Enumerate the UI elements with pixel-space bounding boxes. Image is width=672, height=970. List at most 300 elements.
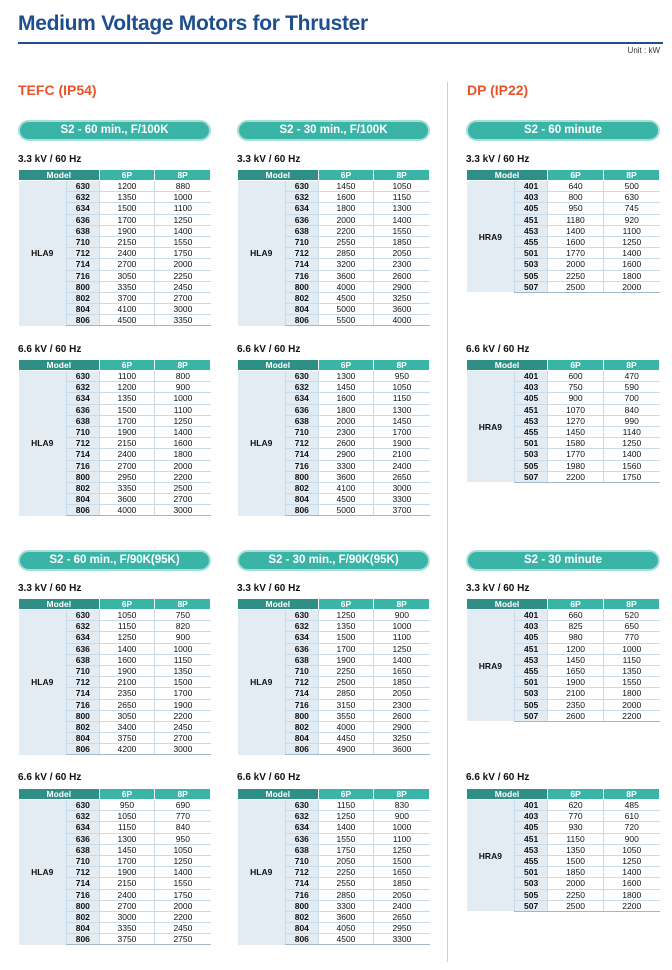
model-code: 802 [286, 482, 319, 493]
model-code: 638 [67, 225, 100, 236]
output-6p: 1400 [318, 822, 374, 833]
model-code: 403 [515, 621, 548, 632]
output-6p: 2350 [99, 688, 155, 699]
output-8p: 2650 [374, 911, 430, 922]
output-6p: 5000 [318, 505, 374, 516]
model-code: 636 [286, 643, 319, 654]
model-code: 505 [515, 889, 548, 900]
output-6p: 1250 [99, 632, 155, 643]
model-code: 403 [515, 192, 548, 203]
output-8p: 2200 [604, 900, 660, 911]
output-8p: 1400 [155, 867, 211, 878]
frame-label: HLA9 [19, 610, 67, 755]
output-6p: 4100 [318, 482, 374, 493]
section-heading-tefc: TEFC (IP54) [18, 82, 97, 98]
output-8p: 630 [604, 192, 660, 203]
model-code: 630 [67, 371, 100, 382]
table-row [467, 371, 660, 382]
output-8p: 720 [604, 822, 660, 833]
model-code: 453 [515, 654, 548, 665]
model-header: Model [238, 599, 319, 610]
8p-header: 8P [374, 170, 430, 181]
output-8p: 1850 [374, 236, 430, 247]
output-6p: 4500 [318, 292, 374, 303]
output-6p: 2350 [548, 699, 604, 710]
output-6p: 1500 [318, 632, 374, 643]
output-6p: 4200 [99, 744, 155, 755]
output-6p: 1770 [548, 248, 604, 259]
output-6p: 3750 [99, 733, 155, 744]
output-8p: 2650 [374, 471, 430, 482]
table-row [238, 610, 430, 621]
model-code: 714 [67, 259, 100, 270]
model-code: 714 [286, 449, 319, 460]
output-8p: 950 [155, 833, 211, 844]
model-code: 804 [67, 494, 100, 505]
output-6p: 1450 [318, 181, 374, 192]
table-row [19, 610, 211, 621]
model-code: 451 [515, 643, 548, 654]
output-8p: 1050 [374, 181, 430, 192]
model-code: 455 [515, 236, 548, 247]
model-code: 630 [286, 181, 319, 192]
table-row [238, 181, 430, 192]
output-8p: 1250 [604, 855, 660, 866]
output-6p: 3050 [99, 270, 155, 281]
output-8p: 990 [604, 415, 660, 426]
model-code: 507 [515, 900, 548, 911]
output-8p: 2000 [155, 460, 211, 471]
output-8p: 1850 [374, 677, 430, 688]
output-8p: 2200 [604, 710, 660, 721]
output-8p: 1400 [604, 867, 660, 878]
output-6p: 1150 [99, 621, 155, 632]
page-title: Medium Voltage Motors for Thruster [18, 12, 368, 35]
output-6p: 1850 [548, 867, 604, 878]
model-code: 636 [67, 833, 100, 844]
output-8p: 900 [374, 811, 430, 822]
output-6p: 1750 [318, 844, 374, 855]
model-code: 712 [286, 867, 319, 878]
output-8p: 1050 [604, 844, 660, 855]
output-6p: 2600 [318, 438, 374, 449]
model-code: 800 [67, 900, 100, 911]
output-6p: 3400 [99, 721, 155, 732]
unit-note: Unit : kW [627, 46, 660, 55]
output-8p: 2000 [155, 900, 211, 911]
output-6p: 4000 [318, 281, 374, 292]
output-6p: 2850 [318, 248, 374, 259]
output-8p: 1000 [155, 643, 211, 654]
model-code: 636 [286, 833, 319, 844]
model-code: 403 [515, 811, 548, 822]
output-6p: 1900 [99, 426, 155, 437]
output-8p: 2000 [604, 699, 660, 710]
output-8p: 1100 [374, 833, 430, 844]
model-code: 453 [515, 844, 548, 855]
output-6p: 2500 [318, 677, 374, 688]
model-code: 634 [286, 203, 319, 214]
output-8p: 3250 [374, 733, 430, 744]
output-6p: 1800 [318, 404, 374, 415]
duty-pill: S2 - 30 minute [466, 550, 660, 571]
model-code: 710 [286, 426, 319, 437]
output-6p: 1300 [318, 371, 374, 382]
model-code: 802 [67, 721, 100, 732]
model-code: 501 [515, 867, 548, 878]
frame-label: HRA9 [467, 371, 515, 483]
output-8p: 485 [604, 800, 660, 811]
8p-header: 8P [155, 599, 211, 610]
model-code: 712 [67, 248, 100, 259]
output-6p: 1350 [99, 192, 155, 203]
output-6p: 2000 [318, 415, 374, 426]
output-6p: 3200 [318, 259, 374, 270]
model-code: 716 [67, 889, 100, 900]
output-6p: 4000 [318, 721, 374, 732]
output-8p: 840 [604, 404, 660, 415]
output-8p: 1400 [155, 426, 211, 437]
output-6p: 1300 [99, 833, 155, 844]
output-8p: 2400 [374, 460, 430, 471]
voltage-label: 6.6 kV / 60 Hz [18, 772, 82, 783]
output-8p: 1650 [374, 867, 430, 878]
model-code: 800 [286, 281, 319, 292]
output-6p: 3700 [99, 292, 155, 303]
output-8p: 2600 [374, 270, 430, 281]
output-8p: 1500 [374, 855, 430, 866]
output-8p: 2450 [155, 721, 211, 732]
output-8p: 1550 [374, 225, 430, 236]
model-code: 632 [67, 382, 100, 393]
voltage-label: 6.6 kV / 60 Hz [466, 344, 530, 355]
output-6p: 1900 [99, 665, 155, 676]
output-6p: 3150 [318, 699, 374, 710]
model-code: 634 [67, 632, 100, 643]
model-code: 636 [67, 404, 100, 415]
output-8p: 1450 [374, 415, 430, 426]
output-8p: 900 [155, 382, 211, 393]
model-code: 632 [67, 621, 100, 632]
output-6p: 2400 [99, 248, 155, 259]
output-6p: 1550 [318, 833, 374, 844]
output-8p: 2700 [155, 733, 211, 744]
model-header: Model [467, 599, 548, 610]
output-6p: 1050 [99, 610, 155, 621]
rating-table [466, 359, 660, 483]
rating-table [18, 788, 211, 945]
model-code: 507 [515, 281, 548, 292]
6p-header: 6P [318, 170, 374, 181]
output-8p: 1000 [604, 643, 660, 654]
output-6p: 1980 [548, 460, 604, 471]
model-code: 451 [515, 404, 548, 415]
output-8p: 1700 [374, 426, 430, 437]
output-6p: 2250 [548, 889, 604, 900]
frame-label: HLA9 [19, 371, 67, 516]
model-code: 806 [67, 505, 100, 516]
model-code: 800 [67, 710, 100, 721]
model-code: 455 [515, 855, 548, 866]
output-8p: 1150 [374, 192, 430, 203]
voltage-label: 3.3 kV / 60 Hz [237, 583, 301, 594]
model-code: 800 [67, 281, 100, 292]
output-8p: 1900 [155, 699, 211, 710]
model-header: Model [238, 789, 319, 800]
model-code: 505 [515, 460, 548, 471]
frame-label: HLA9 [238, 181, 286, 326]
model-header: Model [238, 360, 319, 371]
output-6p: 1270 [548, 415, 604, 426]
model-code: 714 [67, 878, 100, 889]
output-6p: 1200 [99, 382, 155, 393]
output-8p: 2100 [374, 449, 430, 460]
model-code: 710 [67, 855, 100, 866]
output-8p: 1100 [604, 225, 660, 236]
model-code: 712 [286, 677, 319, 688]
model-code: 634 [67, 203, 100, 214]
table-row [19, 181, 211, 192]
output-8p: 2050 [374, 248, 430, 259]
output-8p: 770 [604, 632, 660, 643]
duty-pill: S2 - 60 min., F/90K(95K) [18, 550, 211, 571]
output-8p: 1800 [604, 688, 660, 699]
title-divider [18, 42, 663, 44]
output-8p: 750 [155, 610, 211, 621]
rating-table [466, 788, 660, 912]
output-6p: 2200 [548, 471, 604, 482]
model-code: 636 [67, 643, 100, 654]
model-code: 632 [286, 621, 319, 632]
8p-header: 8P [604, 789, 660, 800]
output-6p: 1150 [99, 822, 155, 833]
section-heading-dp: DP (IP22) [467, 82, 529, 98]
model-code: 800 [286, 900, 319, 911]
model-code: 632 [286, 192, 319, 203]
output-6p: 2500 [548, 281, 604, 292]
output-6p: 4500 [318, 934, 374, 945]
output-6p: 5000 [318, 304, 374, 315]
output-8p: 1250 [155, 214, 211, 225]
output-8p: 1560 [604, 460, 660, 471]
output-6p: 4500 [99, 315, 155, 326]
model-code: 630 [286, 800, 319, 811]
output-6p: 3350 [99, 923, 155, 934]
output-8p: 1550 [604, 677, 660, 688]
output-6p: 950 [548, 203, 604, 214]
8p-header: 8P [155, 170, 211, 181]
frame-label: HRA9 [467, 181, 515, 293]
model-code: 800 [286, 710, 319, 721]
model-code: 630 [67, 800, 100, 811]
output-6p: 1450 [548, 426, 604, 437]
model-header: Model [19, 170, 100, 181]
output-6p: 2000 [548, 259, 604, 270]
output-6p: 2400 [99, 889, 155, 900]
8p-header: 8P [374, 789, 430, 800]
output-8p: 500 [604, 181, 660, 192]
6p-header: 6P [548, 170, 604, 181]
8p-header: 8P [374, 599, 430, 610]
output-8p: 1550 [155, 878, 211, 889]
output-8p: 2000 [604, 281, 660, 292]
model-code: 802 [286, 292, 319, 303]
model-code: 714 [286, 259, 319, 270]
output-8p: 1750 [155, 248, 211, 259]
6p-header: 6P [318, 599, 374, 610]
voltage-label: 3.3 kV / 60 Hz [18, 583, 82, 594]
model-code: 630 [286, 610, 319, 621]
model-code: 401 [515, 181, 548, 192]
output-6p: 800 [548, 192, 604, 203]
model-code: 710 [67, 236, 100, 247]
output-8p: 3600 [374, 744, 430, 755]
output-8p: 1250 [155, 855, 211, 866]
model-code: 638 [286, 654, 319, 665]
output-8p: 2200 [155, 911, 211, 922]
model-code: 712 [286, 438, 319, 449]
output-8p: 1250 [155, 415, 211, 426]
frame-label: HLA9 [19, 181, 67, 326]
model-code: 712 [67, 677, 100, 688]
output-8p: 1550 [155, 236, 211, 247]
model-code: 804 [286, 494, 319, 505]
output-8p: 1400 [604, 449, 660, 460]
model-code: 806 [286, 744, 319, 755]
model-code: 503 [515, 449, 548, 460]
output-6p: 2200 [318, 225, 374, 236]
output-8p: 1000 [155, 192, 211, 203]
output-8p: 3000 [155, 304, 211, 315]
model-code: 638 [67, 415, 100, 426]
output-6p: 1150 [548, 833, 604, 844]
output-8p: 700 [604, 393, 660, 404]
6p-header: 6P [548, 789, 604, 800]
output-6p: 1500 [548, 855, 604, 866]
model-code: 806 [67, 315, 100, 326]
output-8p: 1500 [155, 677, 211, 688]
model-code: 804 [286, 923, 319, 934]
6p-header: 6P [548, 599, 604, 610]
6p-header: 6P [318, 360, 374, 371]
output-8p: 1100 [155, 404, 211, 415]
model-code: 507 [515, 471, 548, 482]
output-8p: 1700 [155, 688, 211, 699]
model-code: 804 [67, 304, 100, 315]
model-code: 712 [286, 248, 319, 259]
output-8p: 2750 [155, 934, 211, 945]
8p-header: 8P [604, 360, 660, 371]
table-row [467, 181, 660, 192]
output-8p: 2700 [155, 292, 211, 303]
rating-table [237, 788, 430, 945]
output-6p: 2250 [318, 665, 374, 676]
output-6p: 1900 [99, 225, 155, 236]
table-row [19, 371, 211, 382]
voltage-label: 6.6 kV / 60 Hz [18, 344, 82, 355]
model-header: Model [19, 360, 100, 371]
output-8p: 2250 [155, 270, 211, 281]
frame-label: HRA9 [467, 610, 515, 722]
model-code: 800 [67, 471, 100, 482]
frame-label: HLA9 [238, 610, 286, 755]
rating-table [18, 598, 211, 755]
model-code: 710 [286, 236, 319, 247]
output-8p: 2450 [155, 923, 211, 934]
model-code: 630 [286, 371, 319, 382]
output-6p: 2150 [99, 878, 155, 889]
output-6p: 2650 [99, 699, 155, 710]
output-8p: 3000 [374, 482, 430, 493]
output-8p: 1050 [155, 844, 211, 855]
output-8p: 1000 [374, 621, 430, 632]
model-code: 455 [515, 426, 548, 437]
8p-header: 8P [604, 170, 660, 181]
output-6p: 1070 [548, 404, 604, 415]
output-6p: 1500 [99, 404, 155, 415]
model-code: 636 [286, 214, 319, 225]
output-6p: 1650 [548, 665, 604, 676]
voltage-label: 6.6 kV / 60 Hz [237, 772, 301, 783]
output-6p: 3550 [318, 710, 374, 721]
model-header: Model [19, 789, 100, 800]
output-8p: 2000 [155, 259, 211, 270]
output-8p: 1600 [604, 259, 660, 270]
output-8p: 1300 [374, 404, 430, 415]
output-6p: 1700 [99, 415, 155, 426]
output-6p: 2000 [318, 214, 374, 225]
model-code: 804 [67, 733, 100, 744]
output-6p: 3600 [318, 270, 374, 281]
model-code: 453 [515, 225, 548, 236]
output-8p: 2450 [155, 281, 211, 292]
output-6p: 1450 [548, 654, 604, 665]
output-6p: 1600 [99, 654, 155, 665]
model-code: 712 [67, 867, 100, 878]
6p-header: 6P [99, 360, 155, 371]
output-6p: 2500 [548, 900, 604, 911]
output-6p: 2550 [318, 878, 374, 889]
table-row [19, 800, 211, 811]
output-8p: 470 [604, 371, 660, 382]
model-code: 804 [286, 304, 319, 315]
output-8p: 1150 [374, 393, 430, 404]
model-code: 716 [286, 889, 319, 900]
model-code: 806 [67, 744, 100, 755]
model-code: 802 [67, 482, 100, 493]
output-6p: 950 [99, 800, 155, 811]
output-6p: 1900 [548, 677, 604, 688]
output-6p: 2900 [318, 449, 374, 460]
model-code: 451 [515, 833, 548, 844]
output-8p: 2300 [374, 699, 430, 710]
output-6p: 3300 [318, 900, 374, 911]
output-8p: 1300 [374, 203, 430, 214]
output-8p: 1350 [604, 665, 660, 676]
output-6p: 4500 [318, 494, 374, 505]
model-code: 716 [67, 699, 100, 710]
model-code: 405 [515, 822, 548, 833]
output-6p: 770 [548, 811, 604, 822]
output-8p: 3000 [155, 744, 211, 755]
output-8p: 2400 [374, 900, 430, 911]
model-code: 501 [515, 438, 548, 449]
output-8p: 1650 [374, 665, 430, 676]
model-code: 403 [515, 382, 548, 393]
duty-pill: S2 - 30 min., F/100K [237, 120, 430, 141]
model-code: 503 [515, 688, 548, 699]
model-code: 714 [67, 449, 100, 460]
